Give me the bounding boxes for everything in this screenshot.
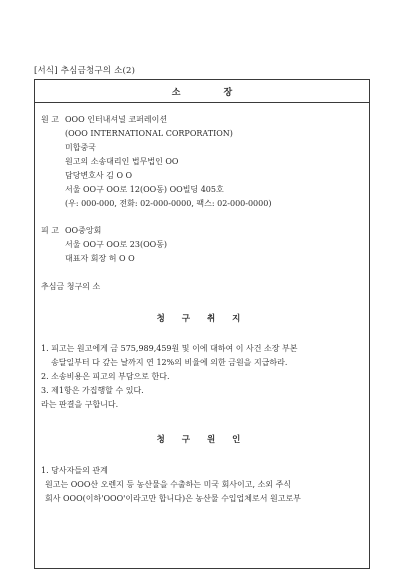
claim-purpose-item: 송달일부터 다 갚는 날까지 연 12%의 비율에 의한 금원을 지급하라. — [51, 358, 288, 367]
plaintiff-line: (우: 000-000, 전화: 02-000-0000, 팩스: 02-000-0000) — [65, 199, 272, 208]
claim-reasons-item: 1. 당사자들의 관계 — [41, 466, 108, 475]
complaint-document — [34, 79, 370, 569]
claim-purpose-heading: 청 구 취 지 — [156, 314, 248, 324]
plaintiff-role-label: 원 고 — [41, 115, 59, 124]
claim-purpose-item: 1. 피고는 원고에게 금 575,989,459원 및 이에 대하여 이 사건 소장 부본 — [41, 344, 298, 353]
document-title: 소 장 — [35, 80, 369, 103]
plaintiff-line: 원고의 소송대리인 법무법인 OO — [65, 157, 179, 166]
defendant-line: 대표자 회장 허 O O — [65, 254, 135, 263]
defendant-line: OO중앙회 — [65, 226, 102, 235]
case-name: 추심금 청구의 소 — [41, 282, 101, 291]
plaintiff-line: 서울 OO구 OO로 12(OO동) OO빌딩 405호 — [65, 185, 224, 194]
claim-purpose-item: 라는 판결을 구합니다. — [41, 400, 119, 409]
claim-reasons-item: 원고는 OOO산 오렌지 등 농산물을 수출하는 미국 회사이고, 소외 주식 — [45, 480, 292, 489]
form-label: [서식] 추심금청구의 소(2) — [34, 66, 136, 76]
plaintiff-line: (OOO INTERNATIONAL CORPORATION) — [65, 129, 233, 138]
claim-purpose-item: 2. 소송비용은 피고의 부담으로 한다. — [41, 372, 170, 381]
defendant-line: 서울 OO구 OO로 23(OO동) — [65, 240, 168, 249]
plaintiff-line: 미합중국 — [65, 143, 96, 152]
defendant-role-label: 피 고 — [41, 226, 59, 235]
claim-purpose-item: 3. 제1항은 가집행할 수 있다. — [41, 386, 144, 395]
claim-reasons-heading: 청 구 원 인 — [156, 435, 248, 445]
plaintiff-line: OOO 인터내셔널 코퍼레이션 — [65, 115, 168, 124]
claim-reasons-item: 회사 OOO(이하'OOO'이라고만 합니다)은 농산물 수입업체로서 원고로부 — [45, 494, 301, 503]
plaintiff-line: 담당변호사 김 O O — [65, 171, 133, 180]
